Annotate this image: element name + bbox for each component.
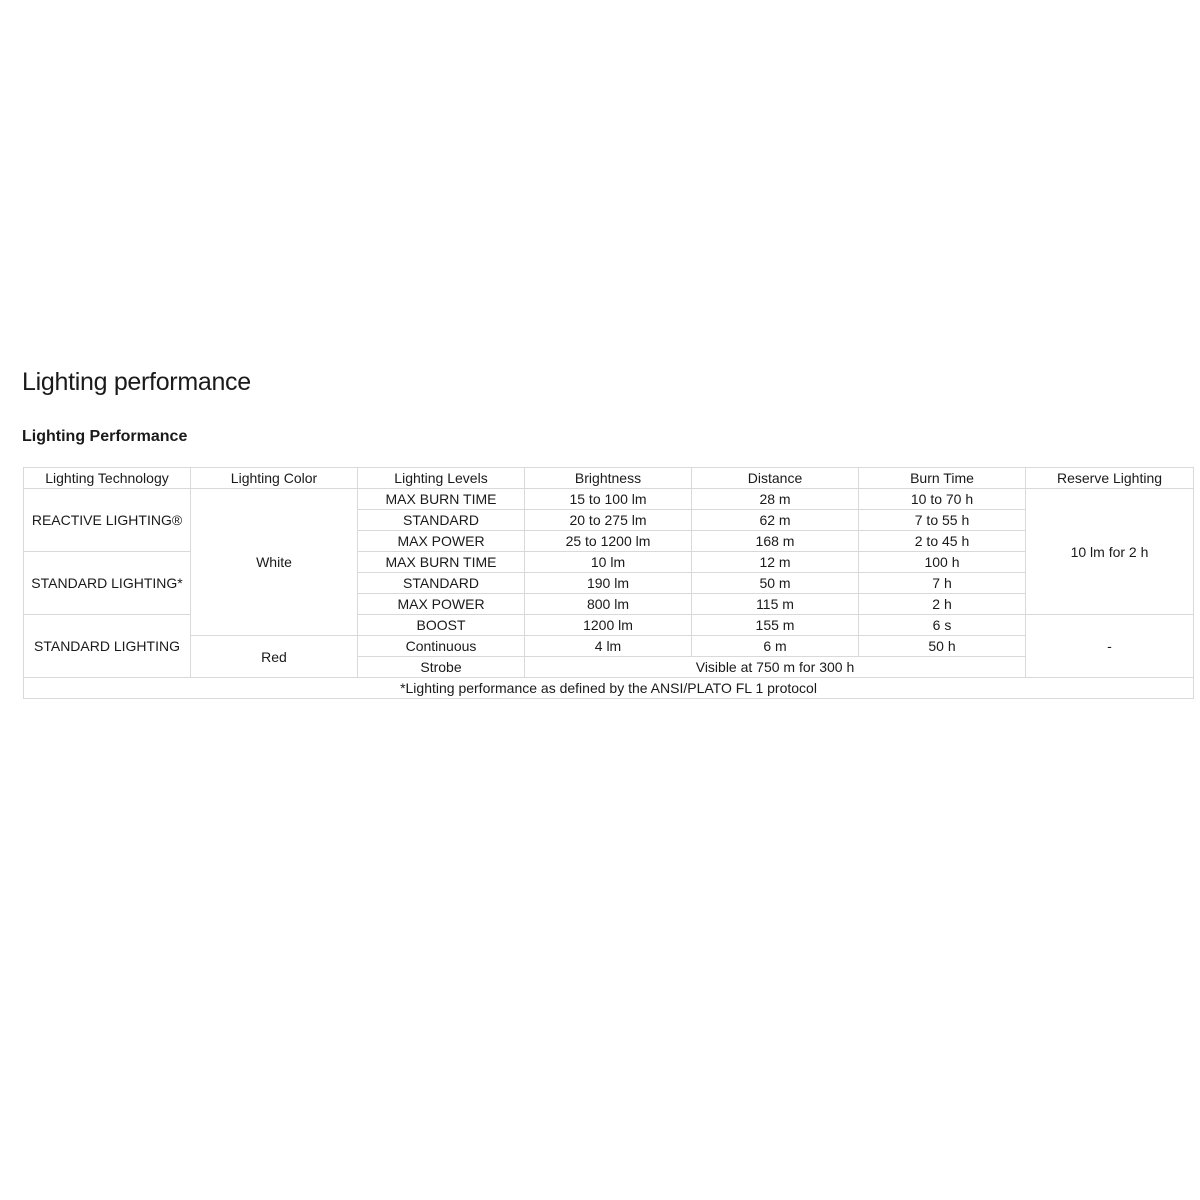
table-row xyxy=(24,636,1194,657)
footnote-cell: *Lighting performance as defined by the ANSI/PLATO FL 1 protocol xyxy=(24,678,1194,699)
burn-time-cell: 50 h xyxy=(859,636,1026,657)
header-distance: Distance xyxy=(692,468,859,489)
level-cell: MAX BURN TIME xyxy=(358,552,525,573)
burn-time-cell: 100 h xyxy=(859,552,1026,573)
brightness-cell: 4 lm xyxy=(525,636,692,657)
footnote-row xyxy=(24,678,1194,699)
burn-time-cell: 7 to 55 h xyxy=(859,510,1026,531)
burn-time-cell: 2 h xyxy=(859,594,1026,615)
color-cell: Red xyxy=(191,636,358,678)
distance-cell: 62 m xyxy=(692,510,859,531)
burn-time-cell: 6 s xyxy=(859,615,1026,636)
table-header-row xyxy=(24,468,1194,489)
brightness-cell: 800 lm xyxy=(525,594,692,615)
brightness-cell: 20 to 275 lm xyxy=(525,510,692,531)
strobe-note-cell: Visible at 750 m for 300 h xyxy=(525,657,1026,678)
level-cell: MAX POWER xyxy=(358,594,525,615)
technology-cell: REACTIVE LIGHTING® xyxy=(24,489,191,552)
burn-time-cell: 7 h xyxy=(859,573,1026,594)
distance-cell: 168 m xyxy=(692,531,859,552)
header-lighting-technology: Lighting Technology xyxy=(24,468,191,489)
distance-cell: 12 m xyxy=(692,552,859,573)
technology-cell: STANDARD LIGHTING xyxy=(24,615,191,678)
lighting-performance-table xyxy=(23,467,1194,699)
burn-time-cell: 2 to 45 h xyxy=(859,531,1026,552)
distance-cell: 6 m xyxy=(692,636,859,657)
level-cell: MAX BURN TIME xyxy=(358,489,525,510)
header-brightness: Brightness xyxy=(525,468,692,489)
header-lighting-levels: Lighting Levels xyxy=(358,468,525,489)
table-row xyxy=(24,489,1194,510)
header-lighting-color: Lighting Color xyxy=(191,468,358,489)
brightness-cell: 1200 lm xyxy=(525,615,692,636)
level-cell: STANDARD xyxy=(358,510,525,531)
header-burn-time: Burn Time xyxy=(859,468,1026,489)
color-cell: White xyxy=(191,489,358,636)
level-cell: Continuous xyxy=(358,636,525,657)
distance-cell: 50 m xyxy=(692,573,859,594)
level-cell: MAX POWER xyxy=(358,531,525,552)
level-cell: BOOST xyxy=(358,615,525,636)
header-reserve-lighting: Reserve Lighting xyxy=(1026,468,1194,489)
brightness-cell: 10 lm xyxy=(525,552,692,573)
level-cell: Strobe xyxy=(358,657,525,678)
page-title: Lighting performance xyxy=(22,368,251,396)
reserve-cell: 10 lm for 2 h xyxy=(1026,489,1194,615)
distance-cell: 28 m xyxy=(692,489,859,510)
technology-cell: STANDARD LIGHTING* xyxy=(24,552,191,615)
distance-cell: 115 m xyxy=(692,594,859,615)
reserve-cell: - xyxy=(1026,615,1194,678)
burn-time-cell: 10 to 70 h xyxy=(859,489,1026,510)
distance-cell: 155 m xyxy=(692,615,859,636)
level-cell: STANDARD xyxy=(358,573,525,594)
section-title: Lighting Performance xyxy=(22,428,188,445)
brightness-cell: 15 to 100 lm xyxy=(525,489,692,510)
brightness-cell: 190 lm xyxy=(525,573,692,594)
brightness-cell: 25 to 1200 lm xyxy=(525,531,692,552)
